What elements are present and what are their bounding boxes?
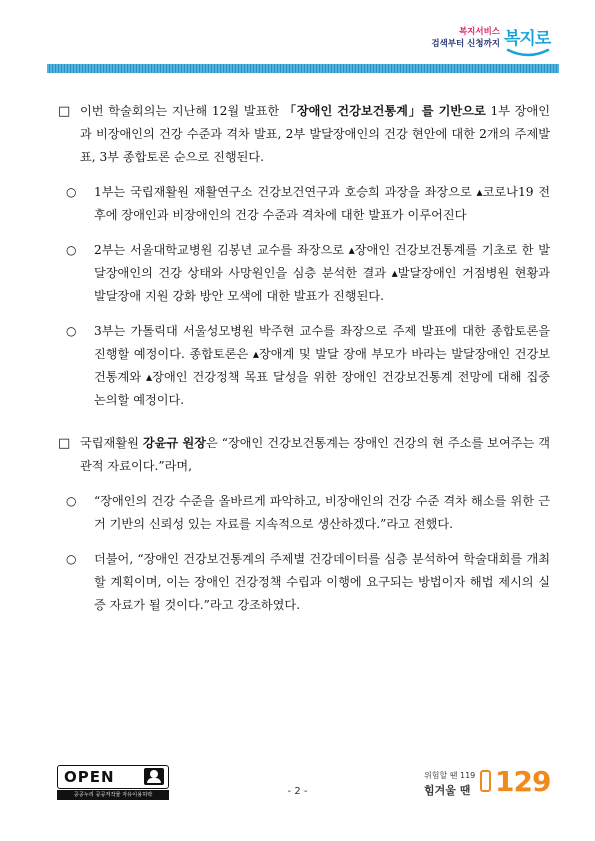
welfare-logo bbox=[412, 22, 562, 66]
logo-tagline bbox=[412, 26, 500, 50]
circle-bullet-icon: ○ bbox=[66, 324, 77, 338]
circle-bullet-icon: ○ bbox=[66, 185, 77, 199]
paragraph-text: 국립재활원 bbox=[80, 436, 143, 450]
smile-swoosh-icon bbox=[506, 48, 550, 58]
document-body bbox=[58, 100, 550, 617]
circle-bullet-icon: ○ bbox=[66, 494, 77, 508]
circle-bullet-icon: ○ bbox=[66, 552, 77, 566]
paragraph-text: 1부는 국립재활원 재활연구소 건강보건연구과 호승희 과장을 좌장으로 ▴코로나19 전후에 장애인과 비장애인의 건강 수준과 격차에 대한 발표가 이루어진다 bbox=[94, 185, 550, 222]
paragraph-session-3 bbox=[64, 320, 550, 412]
page-number: - 2 - bbox=[287, 786, 308, 797]
paragraph-text: 더불어, “장애인 건강보건통계의 주제별 건강데이터를 심층 분석하여 학술대회를 개최할 계획이며, 이는 장애인 건강정책 수립과 이행에 요구되는 방법이자 해법 제시의 실증 자료가 될 것이다.”라고 강조하였다. bbox=[94, 552, 550, 612]
paragraph-director-quote bbox=[58, 432, 550, 478]
paragraph-quote-1 bbox=[64, 490, 550, 536]
paragraph-intro bbox=[58, 100, 550, 169]
paragraph-session-2 bbox=[64, 239, 550, 308]
logo-mark: 복지로 bbox=[504, 29, 551, 49]
paragraph-text: 3부는 가톨릭대 서울성모병원 박주현 교수를 좌장으로 주제 발표에 대한 종합토론을 진행할 예정이다. 종합토론은 ▴장애계 및 발달 장애 부모가 바라는 발달장애인 건강보건통계와 ▴장애인 건강정책 목표 달성을 위한 장애인 건강보건통계 전망에 대해 집중 논의할 예정이다. bbox=[94, 324, 550, 407]
logo-line1: 복지서비스 bbox=[458, 27, 500, 37]
square-bullet-icon: □ bbox=[58, 436, 71, 451]
emphasis-text: 강윤규 원장 bbox=[142, 436, 207, 450]
square-bullet-icon: □ bbox=[58, 104, 71, 119]
open-license-caption: 공공누리 공공저작물 자유이용허락 bbox=[57, 790, 169, 800]
logo-line2: 검색부터 신청까지 bbox=[431, 39, 500, 49]
person-icon bbox=[144, 768, 164, 785]
circle-bullet-icon: ○ bbox=[66, 243, 77, 257]
hotline-129-logo bbox=[424, 765, 554, 804]
hotline-number: 129 bbox=[495, 765, 551, 798]
paragraph-quote-2 bbox=[64, 548, 550, 617]
paragraph-text: 2부는 서울대학교병원 김봉년 교수를 좌장으로 ▴장애인 건강보건통계를 기초로 한 발달장애인의 건강 상태와 사망원인을 심층 분석한 결과 ▴발달장애인 거점병원 현황과 발달장애 지원 강화 방안 모색에 대한 발표가 진행된다. bbox=[94, 243, 550, 303]
paragraph-text: 이번 학술회의는 지난해 12월 발표한 bbox=[80, 104, 284, 118]
emphasis-text: 「장애인 건강보건통계」를 기반으로 bbox=[283, 104, 486, 118]
hotline-line1: 위험할 땐 119 bbox=[424, 771, 476, 780]
phone-icon bbox=[480, 770, 491, 792]
paragraph-text: 1부 장애인과 비장애인의 건강 수준과 격차 발표, 2부 발달장애인의 건강 현안에 대한 2개의 주제발표, 3부 종합토론 순으로 진행된다. bbox=[80, 104, 550, 164]
paragraph-text: 은 “장애인 건강보건통계는 장애인 건강의 현 주소를 보여주는 객관적 자료이다.”라며, bbox=[80, 436, 551, 473]
paragraph-text: “장애인의 건강 수준을 올바르게 파악하고, 비장애인의 건강 수준 격차 해소를 위한 근거 기반의 신뢰성 있는 자료를 지속적으로 생산하겠다.”라고 전했다. bbox=[94, 494, 550, 531]
header-divider-bar bbox=[47, 64, 559, 73]
paragraph-session-1 bbox=[64, 181, 550, 227]
open-label: OPEN bbox=[64, 768, 115, 786]
hotline-line2: 힘겨울 땐 bbox=[424, 784, 471, 797]
